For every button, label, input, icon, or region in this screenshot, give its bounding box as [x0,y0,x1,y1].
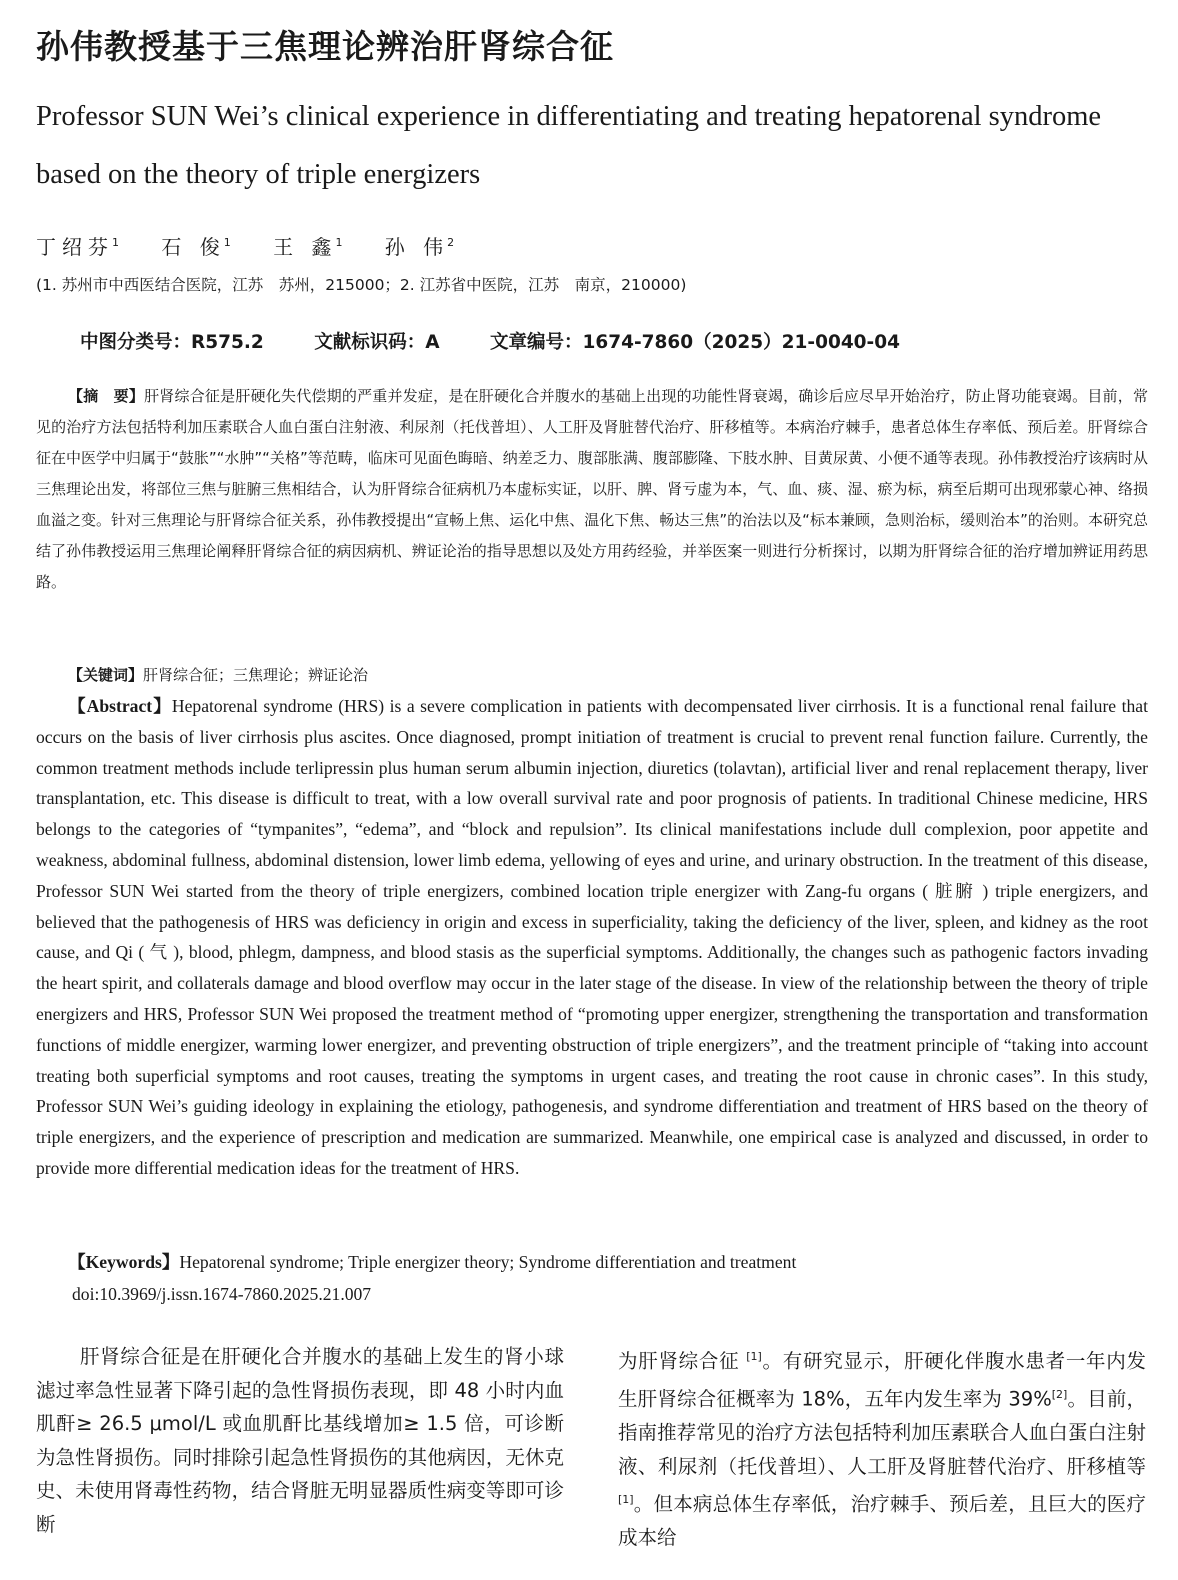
keywords-en-text: Hepatorenal syndrome; Triple energizer theory; Syndrome differentiation and treatment [179,1252,797,1272]
doi-link[interactable]: doi:10.3969/j.issn.1674-7860.2025.21.007 [72,1284,372,1304]
keywords-chinese [36,660,1148,691]
keywords-en-label: 【Keywords】 [68,1252,180,1272]
citation-ref[interactable]: [2] [1051,1388,1068,1401]
author-name: 孙 伟 [384,234,450,259]
body-column-right [618,1340,1146,1580]
author-affiliation-mark: 2 [447,236,455,249]
author-affiliation-mark: 1 [335,236,343,249]
abstract-english [36,691,1148,1184]
body-text-segment: 为肝肾综合征 [618,1349,747,1373]
classification-line [80,328,1130,358]
keywords-cn-text: 肝肾综合征；三焦理论；辨证论治 [143,666,369,684]
author-affiliation-mark: 1 [112,236,119,249]
abstract-en-label: 【Abstract】 [68,696,172,716]
author-name: 丁绍芬 [36,234,114,259]
article-title-english: Professor SUN Wei’s clinical experience in differentiating and treating hepatorenal syndrome based on the theory of triple energizers [36,101,1102,190]
abstract-cn-label: 【摘 要】 [68,387,145,405]
abstract-en-text: Hepatorenal syndrome (HRS) is a severe complication in patients with decompensated liver cirrhosis. It is a functional renal failure that occurs on the basis of liver cirrhosis plus ascites. Once diagnosed, prompt initiation of treatment is crucial to prevent renal function failure. Currently, the common treatment methods include terlipressin plus human serum albumin injection, diuretics (tolavtan), artificial liver and renal replacement therapy, liver transplantation, etc. This disease is difficult to treat, with a low overall survival rate and poor prognosis of patients. In traditional Chinese medicine, HRS belongs to the categories of “tympanites”, “edema”, and “block and repulsion”. Its clinical manifestations include dull complexion, poor appetite and weakness, abdominal fullness, abdominal distension, lower limb edema, yellowing of eyes and urine, and urinary obstruction. In the treatment of this disease, Professor SUN Wei started from the theory of triple energizers, combined location triple energizer with Zang-fu organs ( 脏腑 ) triple energizers, and believed that the pathogenesis of HRS was deficiency in origin and excess in superficiality, taking the deficiency of the liver, spleen, and kidney as the root cause, and Qi ( 气 ), blood, phlegm, dampness, and blood stasis as the superficial symptoms. Additionally, the changes such as pathogenic factors invading the heart spirit, and collaterals damage and blood overflow may occur in the later stage of the disease. In view of the relationship between the theory of triple energizers and HRS, Professor SUN Wei proposed the treatment method of “promoting upper energizer, strengthening the transportation and transformation functions of middle energizer, warming lower energizer, and preventing obstruction of triple energizers”, and the treatment principle of “taking into account treating both superficial symptoms and root causes, treating the symptoms in urgent cases, and treating the root cause in chronic cases”. In this study, Professor SUN Wei’s guiding ideology in explaining the etiology, pathogenesis, and syndrome differentiation and treatment of HRS based on the theory of triple energizers, and the experience of prescription and medication are summarized. Meanwhile, one empirical case is analyzed and discussed, in order to provide more differential medication ideas for the treatment of HRS. [36,696,1148,1178]
author-name: 石 俊 [161,234,226,259]
author [385,235,454,259]
citation-ref[interactable]: [1] [746,1350,762,1363]
article-title-chinese: 孙伟教授基于三焦理论辨治肝肾综合征 [36,27,614,66]
keywords-english [36,1247,1148,1278]
author [161,235,230,259]
body-text-segment: 。但本病总体生存率低，治疗棘手、预后差，且巨大的医疗成本给 [618,1492,1146,1549]
document-code: 文献标识码：A [314,332,440,353]
author-name: 王 鑫 [273,234,338,259]
keywords-cn-label: 【关键词】 [68,666,144,684]
citation-ref[interactable]: [1] [618,1493,634,1506]
author [273,235,342,259]
article-number: 文章编号：1674-7860（2025）21-0040-04 [490,332,900,353]
author [36,235,119,259]
author-list [36,226,1136,264]
author-affiliations: (1. 苏州市中西医结合医院，江苏 苏州，215000；2. 江苏省中医院，江苏 南京，210000) [36,276,687,294]
author-affiliation-mark: 1 [223,236,231,249]
body-text-segment: 。目前，指南推荐常见的治疗方法包括特利加压素联合人血白蛋白注射液、利尿剂（托伐普坦）、人工肝及肾脏替代治疗、肝移植等 [618,1387,1146,1478]
abstract-cn-text: 肝肾综合征是肝硬化失代偿期的严重并发症，是在肝硬化合并腹水的基础上出现的功能性肾衰竭，确诊后应尽早开始治疗，防止肾功能衰竭。目前，常见的治疗方法包括特利加压素联合人血白蛋白注射液、利尿剂（托伐普坦）、人工肝及肾脏替代治疗、肝移植等。本病治疗棘手，患者总体生存率低、预后差。肝肾综合征在中医学中归属于“鼓胀”“水肿”“关格”等范畴，临床可见面色晦暗、纳差乏力、腹部胀满、腹部膨隆、下肢水肿、目黄尿黄、小便不通等表现。孙伟教授治疗该病时从三焦理论出发，将部位三焦与脏腑三焦相结合，认为肝肾综合征病机乃本虚标实证，以肝、脾、肾亏虚为本，气、血、痰、湿、瘀为标，病至后期可出现邪蒙心神、络损血溢之变。针对三焦理论与肝肾综合征关系，孙伟教授提出“宣畅上焦、运化中焦、温化下焦、畅达三焦”的治法以及“标本兼顾，急则治标，缓则治本”的治则。本研究总结了孙伟教授运用三焦理论阐释肝肾综合征的病因病机、辨证论治的指导思想以及处方用药经验，并举医案一则进行分析探讨，以期为肝肾综合征的治疗增加辨证用药思路。 [36,387,1148,591]
abstract-chinese [36,381,1148,598]
body-column-left: 肝肾综合征是在肝硬化合并腹水的基础上发生的肾小球滤过率急性显著下降引起的急性肾损伤表现，即 48 小时内血肌酐≥ 26.5 μmol/L 或血肌酐比基线增加≥ 1.5 倍，可诊断为急性肾损伤。同时排除引起急性肾损伤的其他病因，无休克史、未使用肾毒性药物，结合肾脏无明显器质性病变等即可诊断 [36,1345,564,1536]
body-text-segment: 。有研究显示，肝硬化伴腹水患者一年内发生肝肾综合征概率为 18%，五年内发生率为 39% [618,1349,1146,1411]
clc-number: 中图分类号：R575.2 [80,332,264,353]
